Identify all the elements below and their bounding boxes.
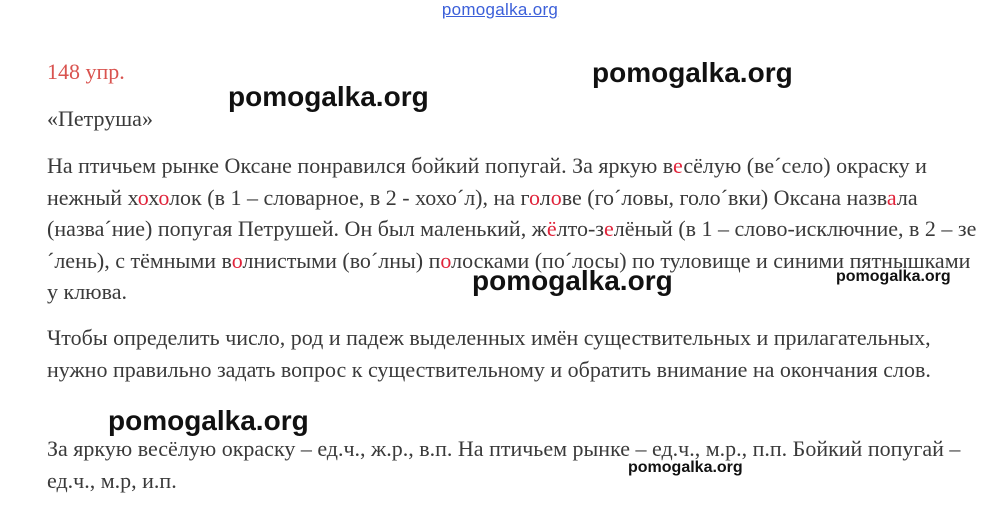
watermark: pomogalka.org	[592, 57, 793, 88]
text-segment: ве (го´ловы, голо´вки) Оксана назв	[561, 184, 887, 210]
text-segment: лосками (по´лосы) по туловище и синими пятнышками у клюва.	[47, 247, 971, 304]
text-segment: лто-з	[556, 216, 604, 241]
paragraph-analysis: За яркую весёлую окраску – ед.ч., ж.р., в.п. На птичьем рынке – ед.ч., м.р., п.п. Бойкий попугай – ед.ч., м.р, и.п.	[47, 436, 961, 493]
watermark: pomogalka.org	[628, 459, 743, 476]
watermark: pomogalka.org	[472, 265, 673, 296]
highlighted-letter: е	[603, 216, 614, 241]
paragraph-explanation: Чтобы определить число, род и падеж выделенных имён существительных и прилагательных, нужно правильно задать вопрос к существительному и обратить внимание на окончания слов.	[47, 325, 931, 382]
text-segment: л	[539, 184, 551, 210]
highlighted-letter: о	[158, 184, 170, 210]
highlighted-letter: о	[137, 184, 149, 210]
text-segment: ла (назва´ние) попугая Петрушей. Он был маленький, ж	[47, 184, 918, 241]
highlighted-letter: ё	[546, 216, 557, 241]
watermark: pomogalka.org	[836, 268, 951, 285]
text-segment: На птичьем рынке Оксане понравился бойкий попугай. За яркую в	[47, 153, 674, 178]
text-segment: сёлую (ве´село) окраску и нежный х	[47, 153, 927, 210]
exercise-number: 148 упр.	[47, 59, 125, 84]
watermark: pomogalka.org	[228, 81, 429, 112]
highlighted-letter: о	[550, 184, 562, 210]
highlighted-letter: о	[529, 184, 540, 210]
text-segment: лёный (в 1 – слово-исключние, в 2 – зе´лень), с тёмными в	[47, 216, 977, 273]
text-title: «Петруша»	[47, 106, 153, 131]
highlighted-letter: о	[231, 247, 243, 273]
site-link[interactable]: pomogalka.org	[441, 0, 559, 19]
highlighted-letter: а	[886, 184, 897, 210]
highlighted-letter: е	[673, 153, 684, 178]
text-segment: лнистыми (во´лны) п	[242, 247, 441, 273]
watermark: pomogalka.org	[108, 405, 309, 436]
text-segment: лок (в 1 – словарное, в 2 - хохо´л), на г	[169, 184, 530, 210]
highlighted-letter: о	[440, 247, 452, 273]
text-segment: х	[148, 184, 159, 210]
